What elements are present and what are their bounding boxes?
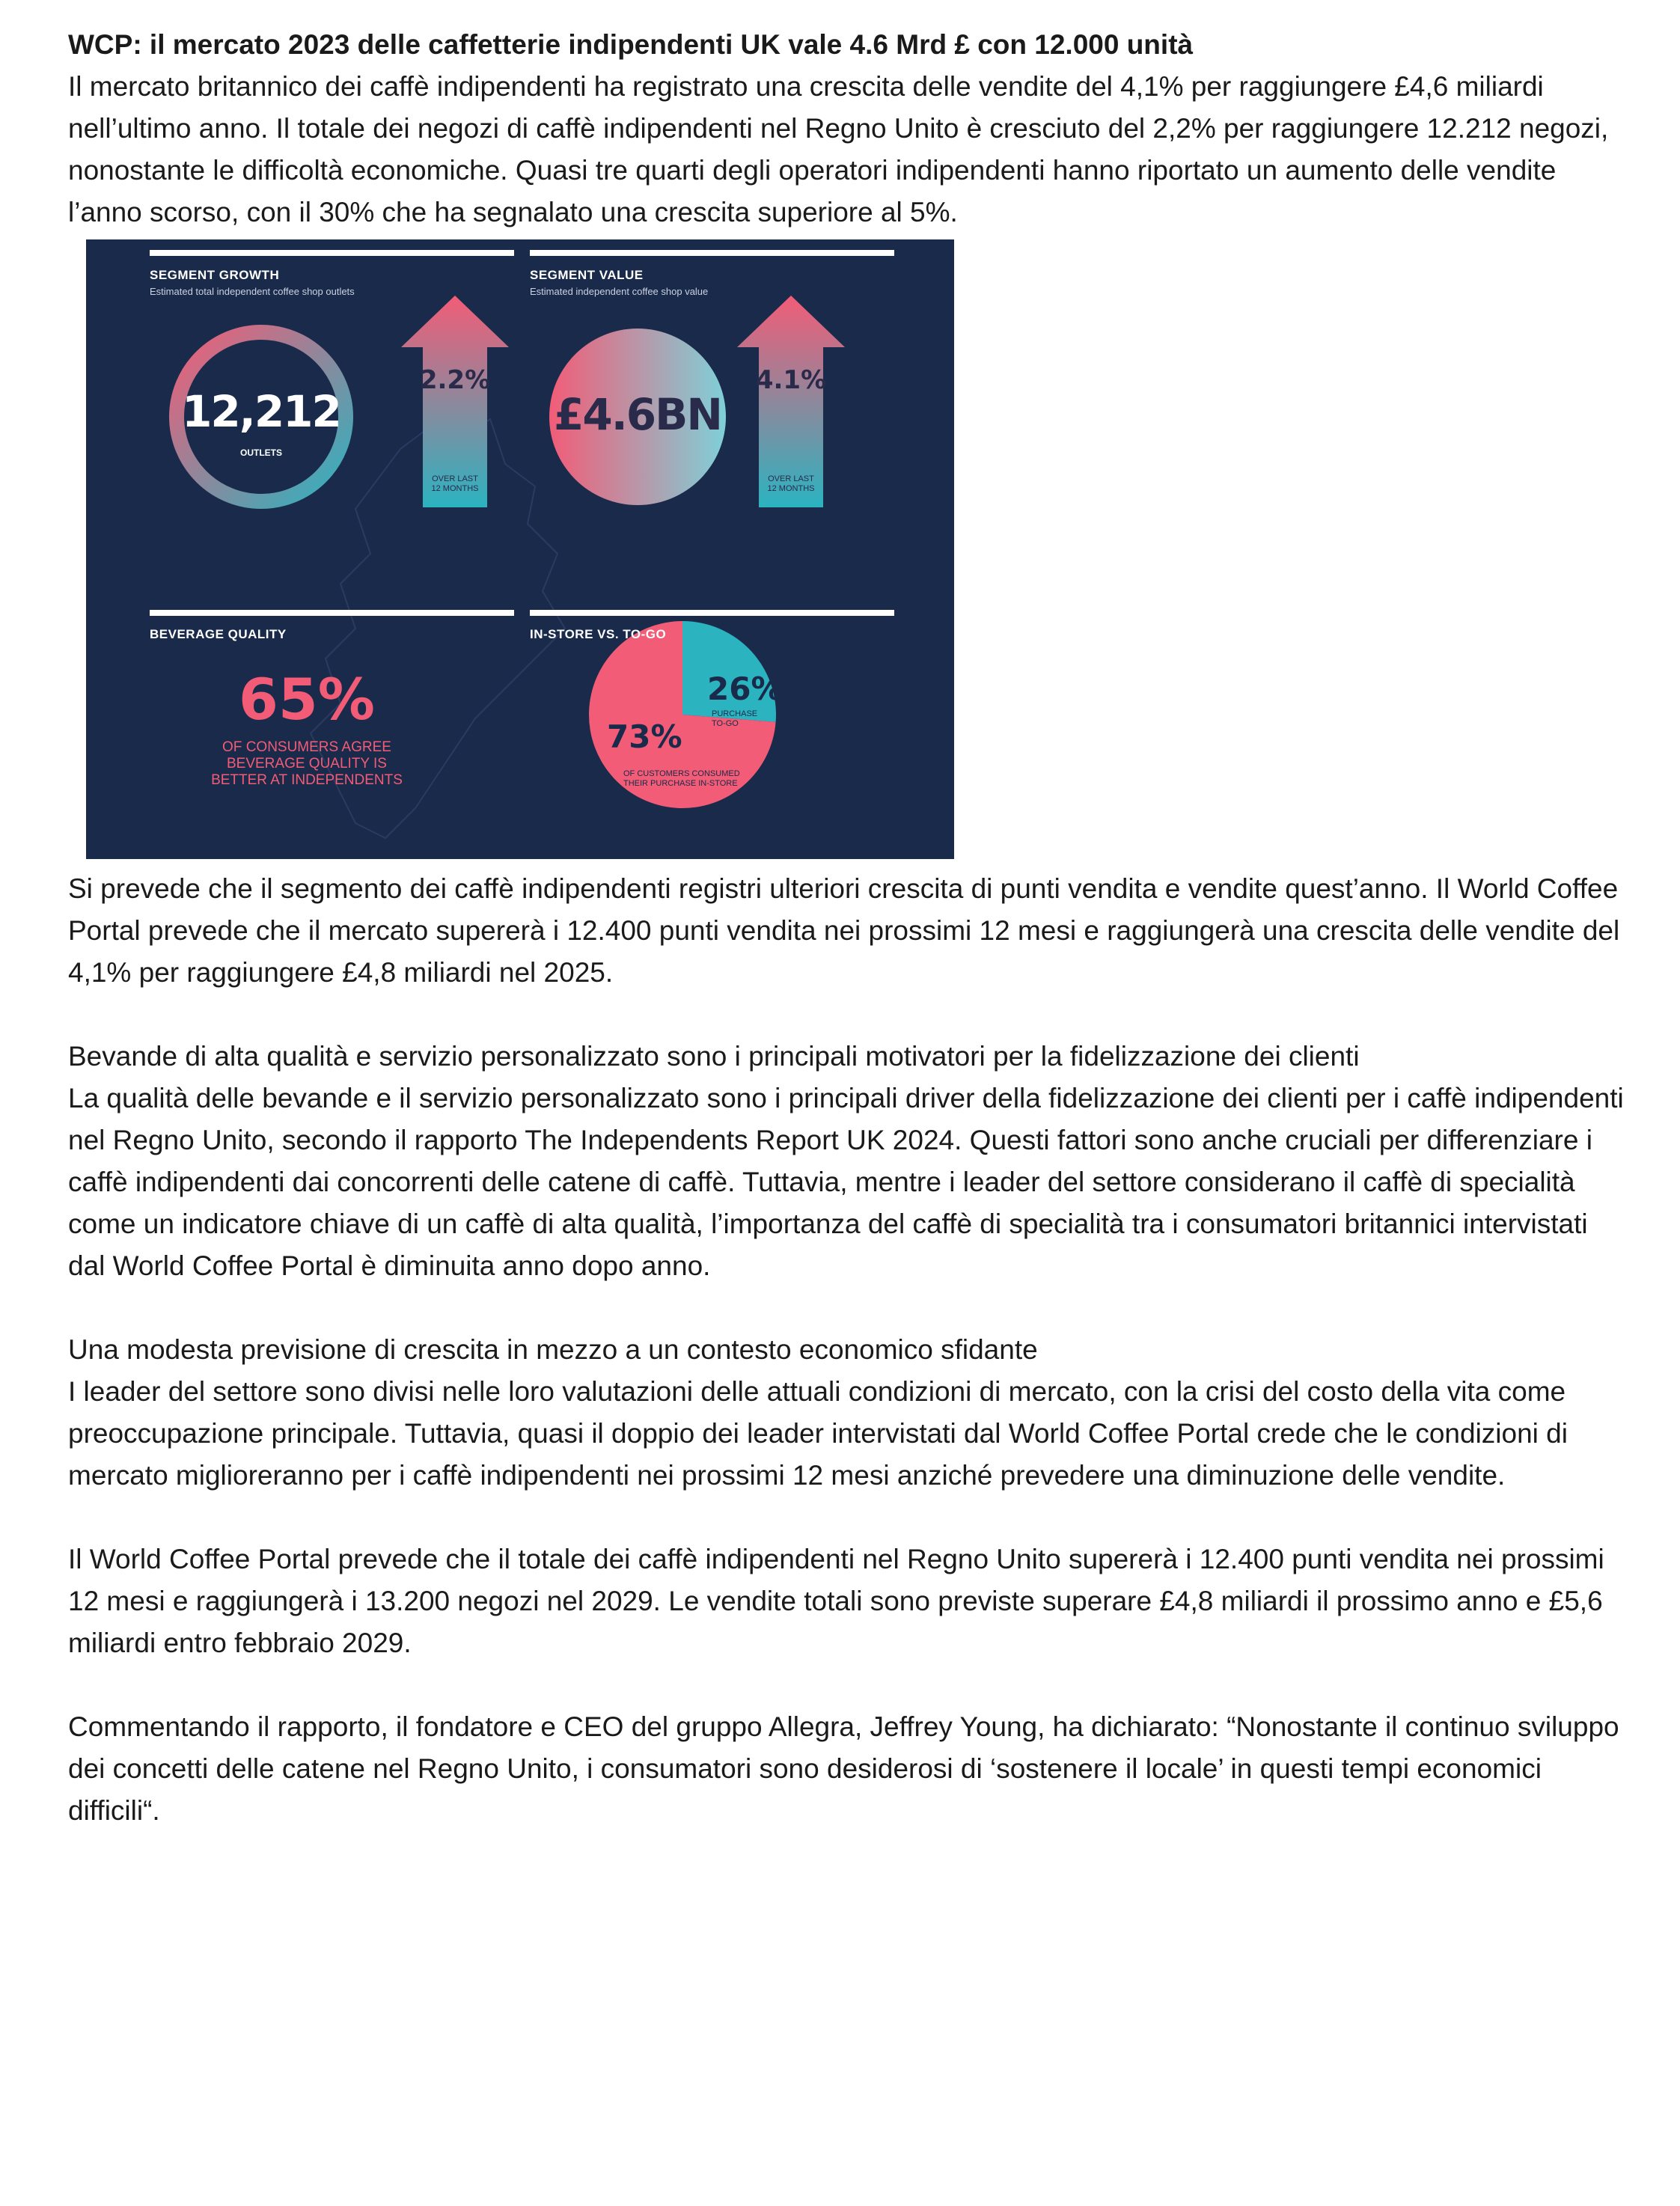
segment-growth-subtitle: Estimated total independent coffee shop outlets bbox=[150, 286, 355, 297]
value-growth-note-1: OVER LAST bbox=[768, 474, 814, 483]
segment-value-subtitle: Estimated independent coffee shop value bbox=[530, 286, 709, 297]
segment-value-title: SEGMENT VALUE bbox=[530, 268, 644, 282]
beverage-quality-note-2: BEVERAGE QUALITY IS bbox=[226, 756, 387, 772]
paragraph-quality: La qualità delle bevande e il servizio personalizzato sono i principali driver della fidelizzazione dei clienti per i caffè indipendenti nel Regno Unito, secondo il rapporto The Independents Report UK 2024. Questi fattori sono anche cruciali per differenziare i caffè indipendenti dai concorrenti delle catene di caffè. Tuttavia, mentre i leader del settore considerano il caffè di specialità come un indicatore chiave di un caffè di alta qualità, l’importanza del caffè di specialità tra i consumatori britannici intervistati dal World Coffee Portal è diminuita anno dopo anno. bbox=[68, 1083, 1624, 1281]
outlets-unit: OUTLETS bbox=[240, 447, 282, 458]
paragraph-forecast: Si prevede che il segmento dei caffè indipendenti registri ulteriori crescita di punti vendita e vendite quest’anno. Il World Coffee Portal prevede che il mercato supererà i 12.400 punti vendita nei prossimi 12 mesi e raggiungerà una crescita delle vendite del 4,1% per raggiungere £4,8 miliardi nel 2025. bbox=[68, 873, 1620, 988]
intro-paragraph: Il mercato britannico dei caffè indipendenti ha registrato una crescita delle vendite del 4,1% per raggiungere £4,6 miliardi nell’ultimo anno. Il totale dei negozi di caffè indipendenti nel Regno Unito è cresciuto del 2,2% per raggiungere 12.212 negozi, nonostante le difficoltà economiche. Quasi tre quarti degli operatori indipendenti hanno riportato un aumento delle vendite l’anno scorso, con il 30% che ha segnalato una crescita superiore al 5%. bbox=[68, 71, 1609, 227]
article-title: WCP: il mercato 2023 delle caffetterie indipendenti UK vale 4.6 Mrd £ con 12.000 unità bbox=[68, 29, 1194, 60]
divider-top-right bbox=[530, 250, 894, 256]
divider-bottom-left bbox=[150, 610, 514, 616]
paragraph-projection: Il World Coffee Portal prevede che il totale dei caffè indipendenti nel Regno Unito supererà i 12.400 punti vendita nei prossimi 12 mesi e raggiungerà i 13.200 negozi nel 2029. Le vendite totali sono previste superare £4,8 miliardi il prossimo anno e £5,6 miliardi entro febbraio 2029. bbox=[68, 1544, 1604, 1658]
section-heading-quality: Bevande di alta qualità e servizio personalizzato sono i principali motivatori per la fidelizzazione dei clienti bbox=[68, 1041, 1360, 1072]
togo-note-2: TO-GO bbox=[712, 719, 739, 728]
instore-value: 73% bbox=[607, 718, 682, 755]
instore-note-2: THEIR PURCHASE IN-STORE bbox=[623, 779, 738, 788]
instore-note-1: OF CUSTOMERS CONSUMED bbox=[623, 769, 740, 778]
divider-bottom-right bbox=[530, 610, 894, 616]
togo-note-1: PURCHASE bbox=[712, 709, 758, 718]
infographic bbox=[86, 239, 954, 859]
value-figure: £4.6BN bbox=[554, 389, 721, 440]
paragraph-quote: Commentando il rapporto, il fondatore e CEO del gruppo Allegra, Jeffrey Young, ha dichiarato: “Nonostante il continuo sviluppo dei concetti delle catene nel Regno Unito, i consumatori sono desiderosi di ‘sostenere il locale’ in questi tempi economici difficili“. bbox=[68, 1711, 1619, 1826]
beverage-quality-value: 65% bbox=[239, 666, 375, 733]
outlets-growth-note-1: OVER LAST bbox=[432, 474, 478, 483]
instore-togo-title: IN-STORE VS. TO-GO bbox=[530, 627, 667, 641]
paragraph-leaders: I leader del settore sono divisi nelle loro valutazioni delle attuali condizioni di mercato, con la crisi del costo della vita come preoccupazione principale. Tuttavia, quasi il doppio dei leader intervistati dal World Coffee Portal crede che le condizioni di mercato miglioreranno per i caffè indipendenti nei prossimi 12 mesi anziché prevedere una diminuzione delle vendite. bbox=[68, 1376, 1568, 1491]
outlets-growth-note-2: 12 MONTHS bbox=[431, 484, 479, 493]
value-growth-value: 4.1% bbox=[755, 365, 827, 395]
segment-growth-title: SEGMENT GROWTH bbox=[150, 268, 280, 282]
outlets-growth-value: 2.2% bbox=[419, 365, 491, 395]
beverage-quality-title: BEVERAGE QUALITY bbox=[150, 627, 287, 641]
value-growth-note-2: 12 MONTHS bbox=[767, 484, 815, 493]
divider-top-left bbox=[150, 250, 514, 256]
section-heading-growth: Una modesta previsione di crescita in mezzo a un contesto economico sfidante bbox=[68, 1334, 1038, 1365]
beverage-quality-note-3: BETTER AT INDEPENDENTS bbox=[211, 772, 403, 788]
beverage-quality-note-1: OF CONSUMERS AGREE bbox=[222, 739, 391, 755]
outlets-value: 12,212 bbox=[182, 386, 340, 437]
togo-value: 26% bbox=[707, 670, 783, 707]
article bbox=[68, 24, 1625, 1832]
